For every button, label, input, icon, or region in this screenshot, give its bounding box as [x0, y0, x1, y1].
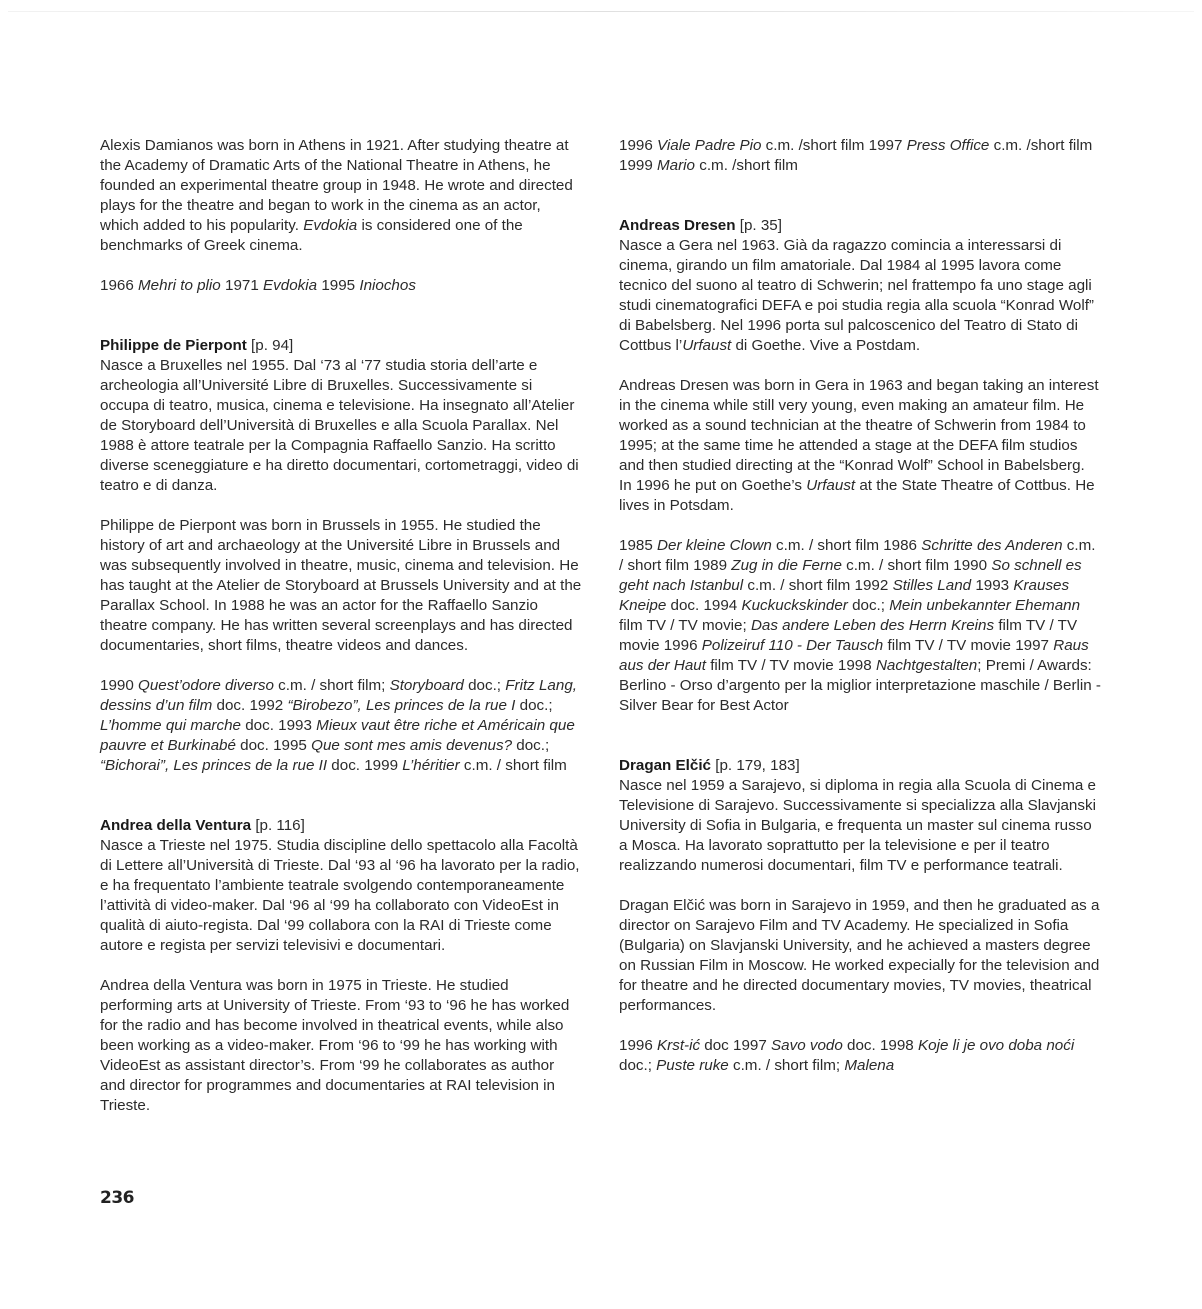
film-title: L’homme qui marche [100, 717, 241, 734]
right-column [619, 136, 1101, 1076]
director-name: Andrea della Ventura [100, 817, 252, 834]
ventura-filmography [619, 136, 1101, 176]
film-note: doc. [240, 717, 279, 734]
film-year: 1997 [733, 1037, 767, 1054]
film-note: film TV / TV movie [705, 657, 838, 674]
film-title: Mario [657, 157, 696, 174]
pierpont-filmography [100, 676, 582, 776]
ventura-bio-it: Nasce a Trieste nel 1975. Studia discipline dello spettacolo alla Facoltà di Lettere all’Università di Trieste. Dal ‘93 al ‘96 ha lavorato per la radio, e ha frequentato l’ambiente teatrale svolgendo contemporaneamente l’attività di video-maker. Dal ‘96 al ‘99 ha collaborato con VideoEst in qualità di aiuto-regista. Dal ‘99 collabora con la RAI di Trieste come autore e regista per servizi televisivi e documentari. [100, 837, 580, 954]
film-year: 1998 [837, 657, 872, 674]
film-title: Schritte des Anderen [921, 537, 1063, 554]
film-year: 1992 [854, 577, 889, 594]
page-reference: [p. 179, 183] [711, 757, 800, 774]
film-note: c.m. / short film [743, 577, 855, 594]
elcic-bio-it: Nasce nel 1959 a Sarajevo, si diploma in regia alla Scuola di Cinema e Televisione di Sarajevo. Successivamente si specializza alla Slavjanski University di Sofia in Bulgaria, e frequenta un master sul cinema russo a Mosca. Ha lavorato soprattutto per la televisione e per il teatro realizzando numerosi documentari, film TV e performance teatrali. [619, 777, 1096, 874]
film-title: So schnell es geht nach Istanbul [619, 557, 1082, 594]
film-title: Evdokia [263, 277, 318, 294]
page-reference: [p. 94] [246, 337, 294, 354]
film-title: Raus aus der Haut [619, 637, 1089, 674]
film-title: Savo vodo [771, 1037, 843, 1054]
film-title: Mein unbekannter Ehemann [889, 597, 1081, 614]
film-year: 1986 [883, 537, 918, 554]
film-title: Mehri to plio [138, 277, 221, 294]
film-year: 1997 [1015, 637, 1049, 654]
film-year: 1994 [703, 597, 738, 614]
film-note: doc. [666, 597, 704, 614]
film-title: L’héritier [402, 757, 460, 774]
film-title: Quest’odore diverso [138, 677, 274, 694]
film-year: 1995 [273, 737, 307, 754]
bio-text: at the State Theatre of Cottbus. He lives in Potsdam. [619, 477, 1095, 514]
film-title: Evdokia [303, 217, 358, 234]
director-name: Dragan Elčić [619, 757, 712, 774]
film-note: doc. [327, 757, 365, 774]
film-note: doc. [842, 1037, 880, 1054]
film-title: Koje li je ovo doba noći [918, 1037, 1075, 1054]
film-note: doc.; [463, 677, 506, 694]
top-rule [8, 11, 1194, 12]
film-year: 1996 [619, 137, 653, 154]
elcic-heading [619, 756, 1101, 776]
bio-text: Andreas Dresen was born in Gera in 1963 and began taking an interest in the cinema while still very young, even making an amateur film. He worked as a sound technician at the theatre of Schwerin from 1984 to 1995; at the same time he attended a stage at the DEFA film studios and then studied directing at the “Konrad Wolf” School in Babelsberg. In 1996 he put on Goethe’s [619, 377, 1099, 494]
film-year: 1996 [663, 637, 698, 654]
film-note: doc.; [847, 597, 890, 614]
left-column [100, 136, 582, 1116]
film-title: Der kleine Clown [657, 537, 772, 554]
elcic-filmography [619, 1036, 1101, 1076]
film-note: film TV / TV movie; [619, 617, 751, 634]
film-year: 1997 [868, 137, 903, 154]
work-title: Urfaust [806, 477, 856, 494]
film-title: Puste ruke [656, 1057, 729, 1074]
damianos-filmography [100, 276, 582, 296]
director-name: Philippe de Pierpont [100, 337, 247, 354]
film-title: Press Office [906, 137, 990, 154]
pierpont-heading [100, 336, 582, 356]
film-year: 1999 [619, 157, 653, 174]
film-title: Mieux vaut être riche et Américain que pauvre et Burkinabé [100, 717, 575, 754]
film-title: Iniochos [359, 277, 416, 294]
film-title: Krauses Kneipe [619, 577, 1070, 614]
page-reference: [p. 116] [251, 817, 305, 834]
ventura-bio-en: Andrea della Ventura was born in 1975 in Trieste. He studied performing arts at University of Trieste. From ‘93 to ‘96 he has worked for the radio and has become involved in theatrical events, while also been working as a video-maker. From ‘96 to ‘99 he has working with VideoEst as assistant director’s. From ‘99 he collaborates as author and director for programmes and documentaries at RAI television in Trieste. [100, 977, 570, 1114]
film-note: c.m. /short film [761, 137, 869, 154]
film-note: doc [700, 1037, 733, 1054]
film-title: Zug in die Ferne [731, 557, 842, 574]
film-note: c.m. / short film; [728, 1057, 845, 1074]
film-note: doc.; [515, 697, 553, 714]
film-year: 1999 [364, 757, 399, 774]
film-year: 1992 [249, 697, 284, 714]
dresen-heading [619, 216, 1101, 236]
film-note: c.m. / short film; [273, 677, 390, 694]
film-note: c.m. / short film [619, 537, 1096, 574]
film-year: 1998 [879, 1037, 914, 1054]
film-year: 1971 [225, 277, 259, 294]
bio-text: Alexis Damianos was born in Athens in 1921. After studying theatre at the Academy of Dramatic Arts of the National Theatre in Athens, he founded an experimental theatre group in 1948. He wrote and directed plays for the theatre and began to work in the cinema as an actor, which added to his popularity. [100, 137, 573, 234]
film-note: doc.; [512, 737, 550, 754]
film-title: “Birobezo”, Les princes de la rue I [287, 697, 516, 714]
film-year: 1990 [953, 557, 988, 574]
film-year: 1990 [100, 677, 134, 694]
film-title: Fritz Lang, dessins d’un film [100, 677, 577, 714]
page-reference: [p. 35] [735, 217, 782, 234]
film-note: c.m. / short film [771, 537, 884, 554]
pierpont-bio-it: Nasce a Bruxelles nel 1955. Dal ‘73 al ‘77 studia storia dell’arte e archeologia all’Université Libre di Bruxelles. Successivamente si occupa di teatro, musica, cinema e televisione. Ha insegnato all’Atelier de Storyboard dell’Università di Bruxelles e alla Scuola Parallax. Nel 1988 è attore teatrale per la Compagnia Raffaello Sanzio. Ha scritto diverse sceneggiature e ha diretto documentari, cortometraggi, video di teatro e di danza. [100, 357, 579, 494]
film-title: Nachtgestalten [875, 657, 978, 674]
film-year: 1985 [619, 537, 653, 554]
film-title: Viale Padre Pio [657, 137, 762, 154]
damianos-bio-en [100, 136, 582, 256]
film-note: c.m. /short film [989, 137, 1093, 154]
film-note: film TV / TV movie [619, 617, 1078, 654]
film-note: c.m. /short film [695, 157, 798, 174]
work-title: Urfaust [682, 337, 732, 354]
film-title: Das andere Leben des Herrn Kreins [750, 617, 995, 634]
film-title: Que sont mes amis devenus? [311, 737, 513, 754]
film-year: 1993 [278, 717, 312, 734]
bio-text: Nasce a Gera nel 1963. Già da ragazzo comincia a interessarsi di cinema, girando un film amatoriale. Dal 1984 al 1995 lavora come tecnico del suono al teatro di Schwerin; nel frattempo fa uno stage agli studi cinematografici DEFA e poi studia regia alla scuola “Konrad Wolf” di Babelsberg. Nel 1996 porta sul palcoscenico del Teatro di Stato di Cottbus l’ [619, 237, 1094, 354]
film-note: ; Premi / Awards: Berlino - Orso d’argento per la miglior interpretazione maschile / Berlin - Silver Bear for Best Actor [619, 657, 1101, 714]
dresen-bio-it [619, 236, 1101, 356]
bio-text: di Goethe. Vive a Postdam. [731, 337, 921, 354]
dresen-filmography [619, 536, 1101, 716]
film-note: film TV / TV movie [883, 637, 1016, 654]
page-number: 236 [100, 1188, 134, 1208]
film-year: 1995 [321, 277, 356, 294]
film-title: Storyboard [389, 677, 464, 694]
dresen-bio-en [619, 376, 1101, 516]
film-year: 1989 [693, 557, 728, 574]
film-title: Kuckuckskinder [741, 597, 848, 614]
director-name: Andreas Dresen [619, 217, 736, 234]
film-year: 1993 [975, 577, 1010, 594]
bio-text: is considered one of the benchmarks of Greek cinema. [100, 217, 523, 254]
film-year: 1996 [619, 1037, 653, 1054]
film-title: Krst-ić [657, 1037, 701, 1054]
film-title: Stilles Land [892, 577, 972, 594]
film-title: “Bichorai”, Les princes de la rue II [100, 757, 328, 774]
film-note: doc.; [619, 1057, 657, 1074]
film-note: doc. [212, 697, 250, 714]
film-year: 1966 [100, 277, 134, 294]
pierpont-bio-en: Philippe de Pierpont was born in Brussels in 1955. He studied the history of art and archaeology at the Université Libre in Brussels and was subsequently involved in theatre, music, cinema and television. He has taught at the Atelier de Storyboard at Brussels University and at the Parallax School. In 1988 he was an actor for the Raffaello Sanzio theatre company. He has written several screenplays and has directed documentaries, short films, theatre videos and dances. [100, 517, 582, 654]
film-note: c.m. / short film [841, 557, 954, 574]
ventura-heading [100, 816, 582, 836]
film-title: Malena [844, 1057, 895, 1074]
film-note: doc. [235, 737, 274, 754]
film-title: Polizeiruf 110 - Der Tausch [701, 637, 884, 654]
film-note: c.m. / short film [459, 757, 567, 774]
elcic-bio-en: Dragan Elčić was born in Sarajevo in 1959, and then he graduated as a director on Sarajevo Film and TV Academy. He specialized in Sofia (Bulgaria) on Slavjanski University, and he achieved a masters degree on Russian Film in Moscow. He worked expecially for the television and for theatre and he directed documentary movies, TV movies, theatrical performances. [619, 897, 1100, 1014]
